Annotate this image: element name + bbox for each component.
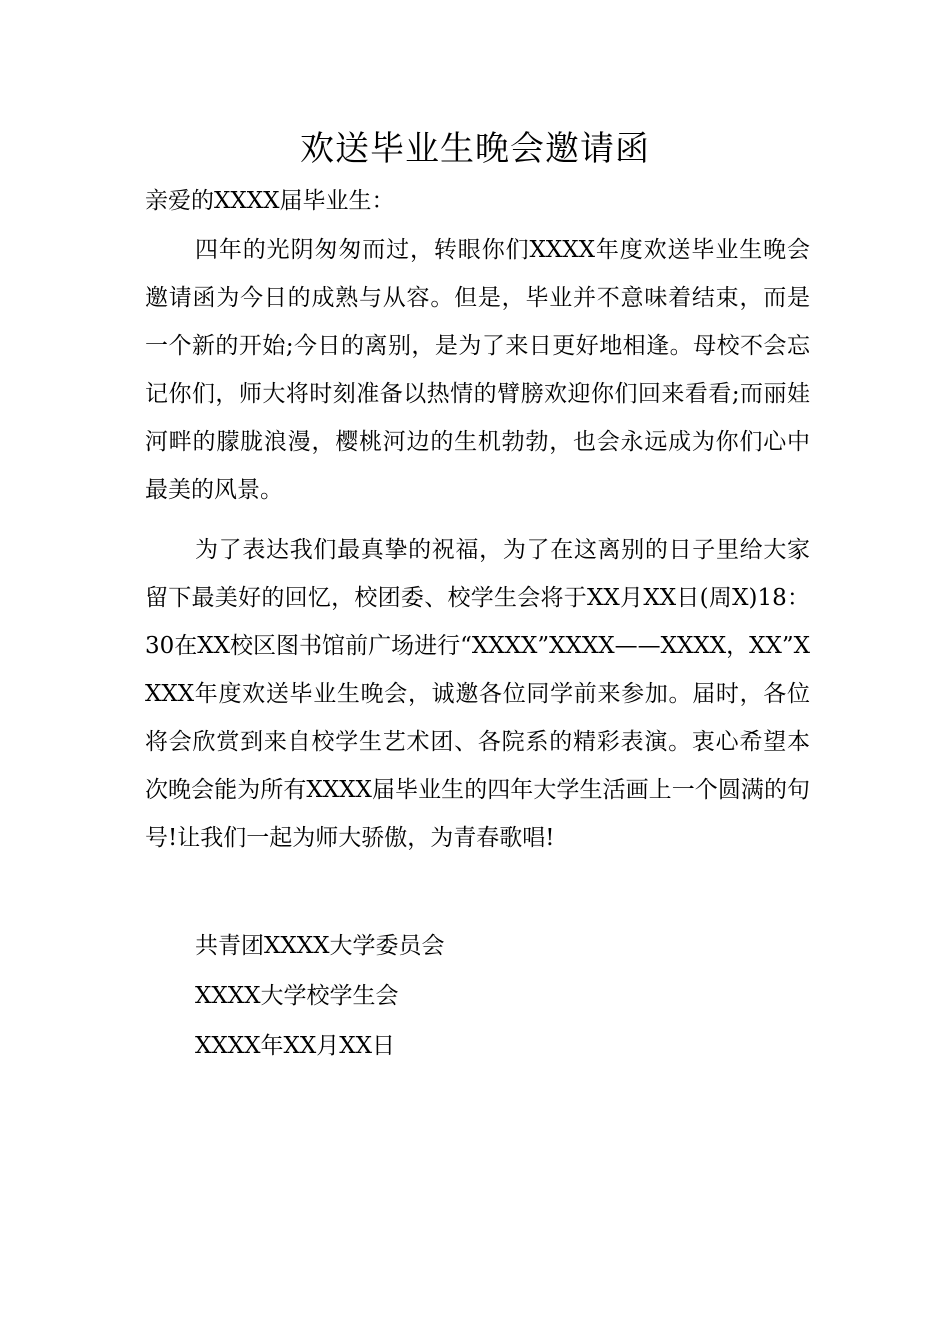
- signature-org-2: XXXX大学校学生会: [195, 983, 399, 1009]
- paragraph-1: 四年的光阴匆匆而过，转眼你们XXXX年度欢送毕业生晚会邀请函为今日的成熟与从容。但是，毕业并不意味着结束，而是一个新的开始;今日的离别，是为了来日更好地相逢。母校不会忘记你们，师大将时刻准备以热情的臂膀欢迎你们回来看看;而丽娃河畔的朦胧浪漫，樱桃河边的生机勃勃，也会永远成为你们心中最美的风景。: [145, 237, 810, 503]
- paragraph-2: 为了表达我们最真挚的祝福，为了在这离别的日子里给大家留下最美好的回忆，校团委、校学生会将于XX月XX日(周X)18：30在XX校区图书馆前广场进行“XXXX”XXXX——XXXX，XX”XXXX年度欢送毕业生晚会，诚邀各位同学前来参加。届时，各位将会欣赏到来自校学生艺术团、各院系的精彩表演。衷心希望本次晚会能为所有XXXX届毕业生的四年大学生活画上一个圆满的句号!让我们一起为师大骄傲，为青春歌唱!: [145, 537, 810, 851]
- signature-org-1: 共青团XXXX大学委员会: [195, 933, 445, 959]
- salutation: 亲爱的XXXX届毕业生：: [145, 188, 395, 214]
- document-title: 欢送毕业生晚会邀请函: [300, 129, 650, 169]
- signature-date: XXXX年XX月XX日: [195, 1033, 395, 1059]
